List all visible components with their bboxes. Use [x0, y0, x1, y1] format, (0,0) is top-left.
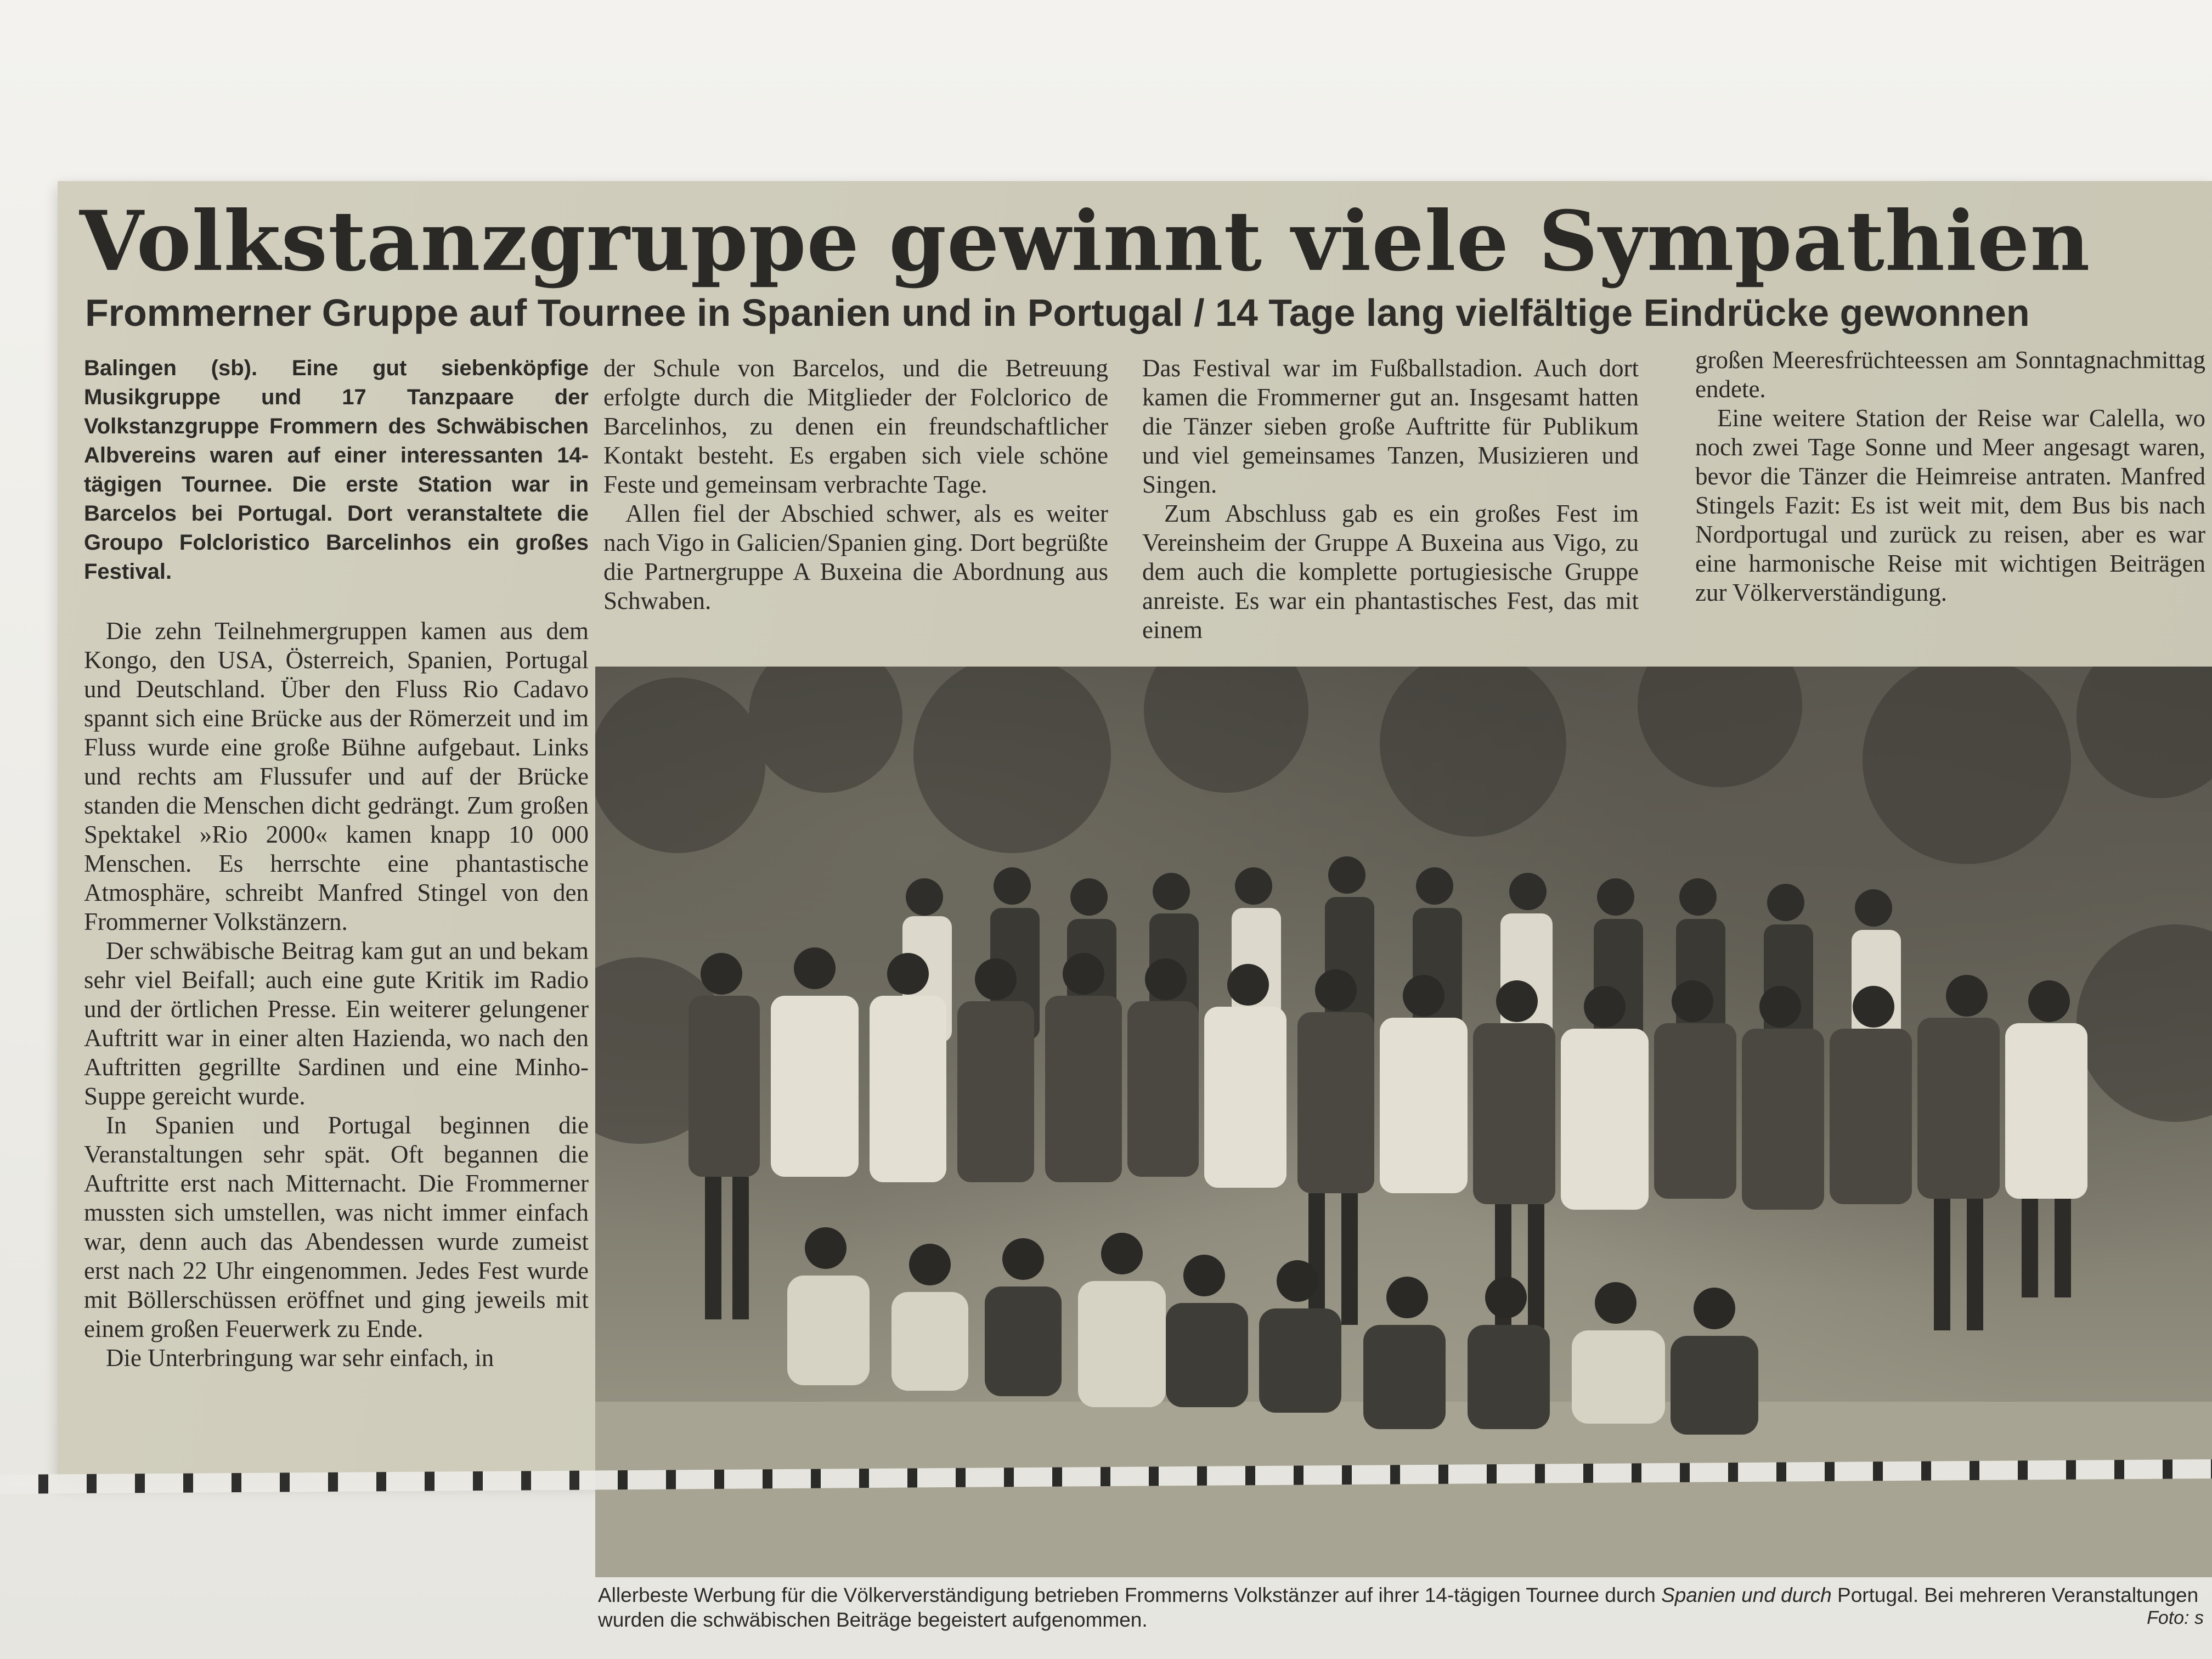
- paragraph: großen Meeresfrüchteessen am Sonntagnachmittag endete.: [1695, 346, 2205, 403]
- paragraph: Die zehn Teilnehmergruppen kamen aus dem Kongo, den USA, Österreich, Spanien, Portugal und Deutschland. Über den Fluss Rio Cadavo spannt sich eine Brücke aus der Römerzeit und im Fluss wurde eine große Bühne aufgebaut. Links und rechts am Flussufer und auf der Brücke standen die Menschen dicht gedrängt. Zum großen Spektakel »Rio 2000« kamen knapp 10 000 Menschen. Es herrschte eine phantastische Atmosphäre, schreibt Manfred Stingel von den Frommerner Volkstänzern.: [84, 617, 589, 935]
- group-photo: [595, 667, 2212, 1577]
- caption-text-italic: Spanien und durch: [1661, 1584, 1832, 1606]
- photo-caption: [598, 1583, 2205, 1632]
- paragraph: Eine weitere Station der Reise war Calella, wo noch zwei Tage Sonne und Meer angesagt waren, bevor die Tänzer die Heimreise antraten. Manfred Stingels Fazit: Es ist weit mit, dem Bus bis nach Nordportugal und zurück zu reisen, aber es war eine harmonische Reise mit wichtigen Beiträgen zur Völkerverständigung.: [1695, 404, 2205, 606]
- newspaper-clipping: [58, 181, 2212, 1631]
- caption-text: Allerbeste Werbung für die Völkerverständigung betrieben Frommerns Volkstänzer auf ihrer 14-tägigen Tournee durch: [598, 1584, 1662, 1606]
- article-lead: Balingen (sb). Eine gut siebenköpfige Musikgruppe und 17 Tanzpaare der Volkstanzgruppe Frommern des Schwäbischen Albvereins waren auf einer interessanten 14-tägigen Tournee. Die erste Station war in Barcelos bei Portugal. Dort veranstaltete die Groupo Folcloristico Barcelinhos ein großes Festival.: [84, 356, 589, 584]
- paragraph: Zum Abschluss gab es ein großes Fest im Vereinsheim der Gruppe A Buxeina aus Vigo, zu dem auch die komplette portugiesische Gruppe anreiste. Es war ein phantastisches Fest, das mit einem: [1142, 500, 1639, 644]
- photo-credit: Foto: s: [2147, 1607, 2204, 1628]
- text-column-3: [1142, 354, 1639, 645]
- paragraph: der Schule von Barcelos, und die Betreuung erfolgte durch die Mitglieder der Folclorico de Barcelinhos, zu denen ein freundschaftlicher Kontakt besteht. Es ergaben sich viele schöne Feste und gemeinsam verbrachte Tage.: [603, 354, 1108, 498]
- paragraph: Der schwäbische Beitrag kam gut an und bekam sehr viel Beifall; auch eine gute Kritik im Radio und der örtlichen Presse. Ein weiterer gelungener Auftritt war in einer alten Hazienda, wo nach den Auftritten gegrillte Sardinen und eine Minho-Suppe gereicht wurde.: [84, 937, 589, 1110]
- group-photo-figures: [595, 667, 2212, 1577]
- article-headline: Volkstanzgruppe gewinnt viele Sympathien: [80, 193, 2091, 290]
- text-column-1: [84, 354, 589, 1638]
- paragraph: Das Festival war im Fußballstadion. Auch dort kamen die Frommerner gut an. Insgesamt hatten die Tänzer sieben große Auftritte für Publikum und viel gemeinsames Tanzen, Musizieren und Singen.: [1142, 354, 1639, 498]
- caption-text: Portugal. Bei mehreren Veranstaltungen wurden die schwäbischen Beiträge begeistert aufgenommen.: [598, 1584, 2199, 1631]
- text-column-2: [603, 354, 1108, 616]
- paragraph: In Spanien und Portugal beginnen die Veranstaltungen sehr spät. Oft begannen die Auftritte erst nach Mitternacht. Die Frommerner mussten sich umstellen, was nicht immer einfach war, denn auch das Abendessen wurde zumeist erst nach 22 Uhr eingenommen. Jedes Fest wurde mit Böllerschüssen eröffnet und ging jeweils mit einem großen Feuerwerk zu Ende.: [84, 1111, 589, 1342]
- paragraph: Allen fiel der Abschied schwer, als es weiter nach Vigo in Galicien/Spanien ging. Dort begrüßte die Partnergruppe A Buxeina die Abordnung aus Schwaben.: [603, 500, 1108, 614]
- paragraph: Die Unterbringung war sehr einfach, in: [106, 1344, 494, 1372]
- text-column-4: [1695, 346, 2205, 653]
- article-subheadline: Frommerner Gruppe auf Tournee in Spanien und in Portugal / 14 Tage lang vielfältige Eindrücke gewonnen: [85, 291, 2030, 334]
